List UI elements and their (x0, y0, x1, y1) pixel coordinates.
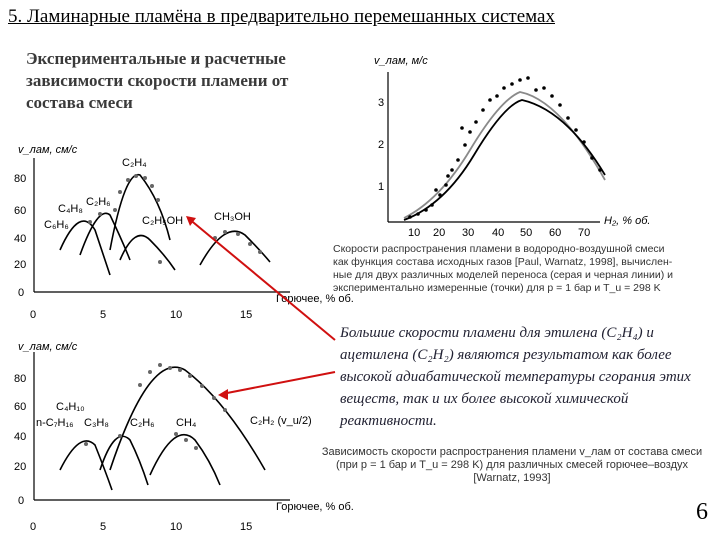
top-ytick: 60 (14, 205, 27, 217)
h2-curve-gray (404, 92, 605, 218)
h2-points (408, 76, 602, 219)
h2-xtick: 40 (492, 227, 505, 239)
h2-chart (374, 55, 650, 239)
h2-ytick: 2 (378, 139, 385, 151)
bot-species-label: C₂H₂ (v_u/2) (250, 415, 312, 427)
bot-species-label: C₃H₈ (84, 417, 109, 429)
slide-title: 5. Ламинарные пламёна в предварительно перемешанных системах (8, 6, 555, 27)
h2-xtick: 60 (549, 227, 562, 239)
h2-xlabel: H₂, % об. (604, 215, 651, 227)
bot-xtick: 10 (170, 521, 183, 533)
bot-ytick: 20 (14, 461, 27, 473)
h2-caption: Скорости распространения пламени в водородно-воздушной смеси как функция состава исходных газов [Paul, Warnatz, 1998], вычислен- ные для двух различных моделей переноса (серая и черная линии) и экспериментально измеренные (точки) для p = 1 бар и T_u = 298 K (333, 243, 673, 294)
bot-species-label: C₂H₆ (130, 417, 155, 429)
hydrocarbon-chart-top (14, 144, 354, 321)
top-xtick: 15 (240, 309, 253, 321)
bot-ytick: 80 (14, 373, 27, 385)
slide-subtitle: Экспериментальные и расчетные зависимости скорости пламени от состава смеси (26, 49, 289, 112)
bot-xtick: 5 (100, 521, 107, 533)
page-number: 6 (696, 499, 708, 525)
bot-ytick: 60 (14, 401, 27, 413)
top-xtick: 0 (30, 309, 37, 321)
bottom-caption: Зависимость скорости распространения пламени v_лам от состава смеси (при p = 1 бар и T_u = 298 K) для различных смесей горючее–воздух [Warnatz, 1993] (321, 446, 703, 484)
bot-xtick: 0 (30, 521, 37, 533)
explanation-note: Большие скорости пламени для этилена (C₂H₄) и ацетилена (C₂H₂) являются результатом как более высокой адиабатической температуры сгорания этих веществ, так и их более высокой химической реактивности. (340, 325, 691, 429)
bot-xlabel: Горючее, % об. (276, 501, 354, 513)
bot-species-label: n-C₇H₁₆ (36, 417, 74, 429)
bot-xtick: 15 (240, 521, 253, 533)
bot-ytick: 0 (18, 495, 25, 507)
top-ylabel: v_лам, см/с (18, 144, 78, 156)
top-species-label: C₄H₈ (58, 203, 83, 215)
red-arrows (186, 216, 335, 400)
h2-curve-black (404, 100, 605, 220)
top-ytick: 20 (14, 259, 27, 271)
h2-xtick: 70 (578, 227, 591, 239)
h2-xtick: 30 (462, 227, 475, 239)
top-species-label: C₂H₆ (86, 196, 111, 208)
top-ytick: 0 (18, 287, 25, 299)
h2-ylabel: v_лам, м/с (374, 55, 428, 67)
h2-ytick: 1 (378, 181, 385, 193)
h2-ytick: 3 (378, 97, 385, 109)
top-ytick: 40 (14, 233, 27, 245)
bot-ylabel: v_лам, см/с (18, 341, 78, 353)
h2-xtick: 50 (520, 227, 533, 239)
bot-species-label: CH₄ (176, 417, 197, 429)
h2-xtick: 10 (408, 227, 421, 239)
top-ytick: 80 (14, 173, 27, 185)
top-species-label: CH₃OH (214, 211, 251, 223)
bot-species-label: C₄H₁₀ (56, 401, 85, 413)
top-species-label: C₆H₆ (44, 219, 69, 231)
bot-ytick: 40 (14, 431, 27, 443)
top-species-label: C₂H₅OH (142, 215, 184, 227)
h2-xtick: 20 (433, 227, 446, 239)
hydrocarbon-chart-bottom (14, 341, 354, 533)
top-xlabel: Горючее, % об. (276, 293, 354, 305)
top-xtick: 5 (100, 309, 107, 321)
top-xtick: 10 (170, 309, 183, 321)
top-species-label: C₂H₄ (122, 157, 147, 169)
